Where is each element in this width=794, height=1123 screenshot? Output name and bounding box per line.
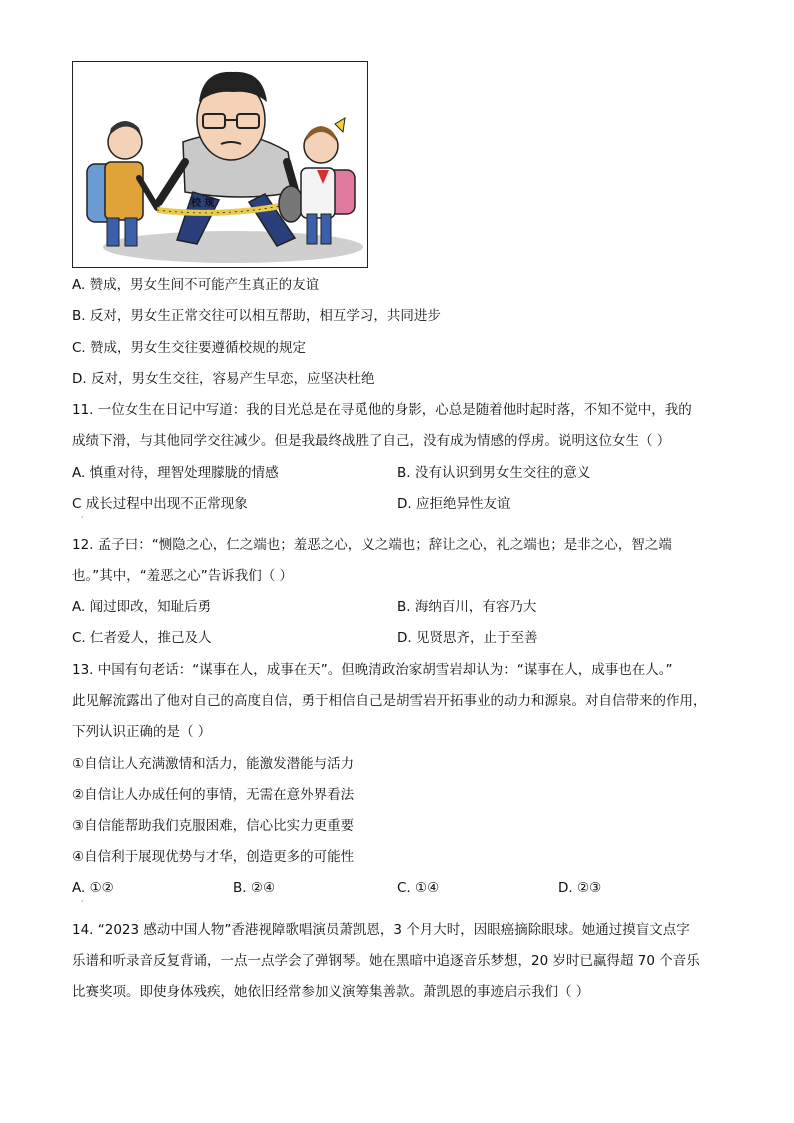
q11-option-c[interactable]: C 成长过程中出现不正常现象 bbox=[72, 496, 248, 512]
cartoon-illustration bbox=[72, 61, 368, 268]
q12-stem-line-1: 12. 孟子曰：“恻隐之心，仁之端也；羞恶之心，义之端也；辞让之心，礼之端也；是非之心，智之端 bbox=[72, 537, 672, 553]
q10-option-c[interactable]: C. 赞成，男女生交往要遵循校规的规定 bbox=[72, 340, 307, 356]
q12-option-c[interactable]: C. 仁者爱人，推己及人 bbox=[72, 630, 212, 646]
q12-option-a[interactable]: A. 闻过即改，知耻后勇 bbox=[72, 599, 212, 615]
q14-stem-line-3: 比赛奖项。即使身体残疾，她依旧经常参加义演筹集善款。萧凯恩的事迹启示我们（ ） bbox=[72, 984, 590, 1000]
punctuation-dot: · bbox=[81, 513, 84, 522]
q13-option-a[interactable]: A. ①② bbox=[72, 880, 114, 896]
q13-item-4: ④自信利于展现优势与才华，创造更多的可能性 bbox=[72, 849, 355, 865]
q13-option-c[interactable]: C. ①④ bbox=[397, 880, 440, 896]
tape-label: 校 规 bbox=[191, 198, 215, 209]
q14-stem-line-1: 14. “2023 感动中国人物”香港视障歌唱演员萧凯恩，3 个月大时，因眼癌摘除眼球。她通过摸盲文点字 bbox=[72, 922, 690, 938]
q11-stem-line-1: 11. 一位女生在日记中写道：我的目光总是在寻觅他的身影，心总是随着他时起时落，不知不觉中，我的 bbox=[72, 402, 692, 418]
q13-item-2: ②自信让人办成任何的事情，无需在意外界看法 bbox=[72, 787, 355, 803]
boy-figure bbox=[87, 121, 157, 246]
punctuation-dot: · bbox=[81, 897, 84, 906]
teacher-figure bbox=[159, 72, 295, 246]
q10-option-d[interactable]: D. 反对，男女生交往，容易产生早恋，应坚决杜绝 bbox=[72, 371, 375, 387]
q11-option-d[interactable]: D. 应拒绝异性友谊 bbox=[397, 496, 511, 512]
girl-figure bbox=[301, 118, 355, 244]
q11-option-a[interactable]: A. 慎重对待，理智处理朦胧的情感 bbox=[72, 465, 279, 481]
cartoon-drawing bbox=[73, 62, 367, 267]
q12-option-b[interactable]: B. 海纳百川，有容乃大 bbox=[397, 599, 537, 615]
q13-option-d[interactable]: D. ②③ bbox=[558, 880, 602, 896]
q13-stem-line-3: 下列认识正确的是（ ） bbox=[72, 724, 212, 740]
q10-option-a[interactable]: A. 赞成，男女生间不可能产生真正的友谊 bbox=[72, 277, 320, 293]
q13-item-1: ①自信让人充满激情和活力，能激发潜能与活力 bbox=[72, 756, 355, 772]
q11-stem-line-2: 成绩下滑，与其他同学交往减少。但是我最终战胜了自己，没有成为情感的俘虏。说明这位女生（ ） bbox=[72, 433, 671, 449]
q13-option-b[interactable]: B. ②④ bbox=[233, 880, 276, 896]
q13-stem-line-2: 此见解流露出了他对自己的高度自信，勇于相信自己是胡雪岩开拓事业的动力和源泉。对自信带来的作用， bbox=[72, 693, 707, 709]
q11-option-b[interactable]: B. 没有认识到男女生交往的意义 bbox=[397, 465, 591, 481]
q10-option-b[interactable]: B. 反对，男女生正常交往可以相互帮助，相互学习，共同进步 bbox=[72, 308, 441, 324]
q12-option-d[interactable]: D. 见贤思齐，止于至善 bbox=[397, 630, 538, 646]
q13-item-3: ③自信能帮助我们克服困难，信心比实力更重要 bbox=[72, 818, 355, 834]
q12-stem-line-2: 也。”其中，“羞恶之心”告诉我们（ ） bbox=[72, 568, 294, 584]
q13-stem-line-1: 13. 中国有句老话：“谋事在人，成事在天”。但晚清政治家胡雪岩却认为：“谋事在人，成事也在人。” bbox=[72, 662, 673, 678]
q14-stem-line-2: 乐谱和听录音反复背诵，一点一点学会了弹钢琴。她在黑暗中追逐音乐梦想，20 岁时已赢得超 70 个音乐 bbox=[72, 953, 700, 969]
